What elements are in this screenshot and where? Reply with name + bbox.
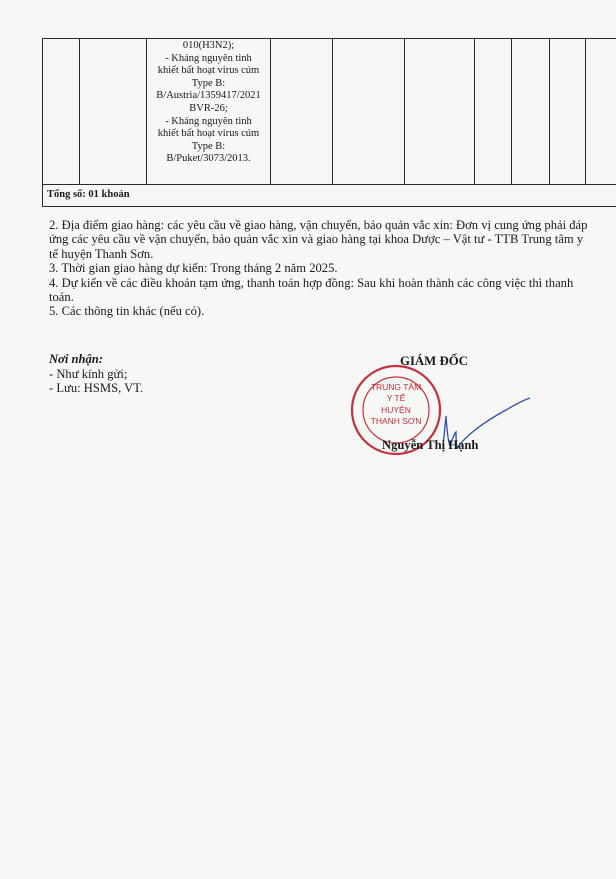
description-line: Type B: [191,140,226,152]
table-row [43,39,616,185]
description-line: Type B: [191,77,226,89]
description-line: BVR-26; [189,102,228,114]
table-cell [550,39,586,185]
director-title: GIÁM ĐỐC [400,354,468,368]
body-section [49,218,594,319]
table-cell [405,39,475,185]
table-cell [80,39,147,185]
recipients-title: Nơi nhận: [49,352,104,366]
recipients-block [49,352,143,396]
payment-terms-paragraph: 4. Dự kiến về các điều khoản tạm ứng, thanh toán hợp đồng: Sau khi hoàn thành các công việc thì thanh toán. [49,275,574,305]
description-line: - Kháng nguyên tinh [165,115,252,127]
description-line: 010(H3N2); [182,40,235,51]
table-cell [271,39,333,185]
stamp-text: HUYỆN [381,405,411,415]
items-table [42,38,616,207]
delivery-location-paragraph: 2. Địa điểm giao hàng: các yêu cầu về giao hàng, vận chuyển, bảo quản vắc xin: Đơn vị cung ứng phải đáp ứng các yêu cầu về vận chuyển, bảo quản vắc xin và giao hàng tại khoa Dược – Vật tư - TTB Trung tâm y tế huyện Thanh Sơn. [49,218,588,261]
delivery-time-paragraph: 3. Thời gian giao hàng dự kiến: Trong tháng 2 năm 2025. [49,261,338,276]
item-description-cell [147,39,271,185]
recipient-line: - Lưu: HSMS, VT. [49,381,144,396]
description-line: khiết bất hoạt virus cúm [157,128,260,140]
description-line: B/Puket/3073/2013. [166,153,251,165]
description-line: - Kháng nguyên tinh [165,52,252,64]
table-cell [475,39,512,185]
table-cell [512,39,550,185]
description-line: B/Austria/1359417/2021 [156,90,261,102]
recipient-line: - Như kính gửi; [49,366,128,381]
table-total-row [43,185,616,207]
total-label: Tổng số: 01 khoản [43,185,616,207]
table-cell [586,39,616,185]
stamp-text: Y TẾ [386,393,406,403]
stamp-text: THANH SƠN [370,416,422,426]
signer-name: Nguyễn Thị Hạnh [382,438,479,452]
signature-block [348,352,548,472]
table-cell [333,39,405,185]
other-info-paragraph: 5. Các thông tin khác (nếu có). [49,304,205,319]
stamp-text: TRUNG TÂM [370,382,422,392]
table-cell [43,39,80,185]
description-line: khiết bất hoạt virus cúm [157,65,260,77]
